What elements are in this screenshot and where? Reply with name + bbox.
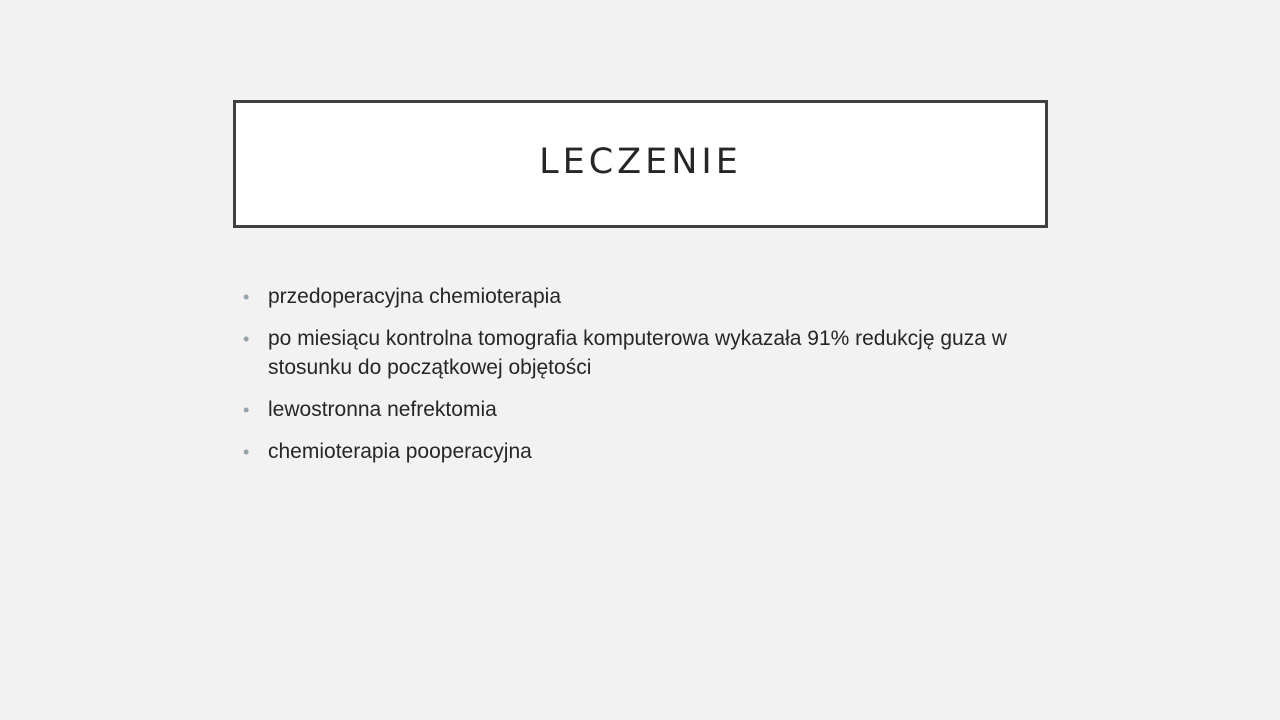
bullet-text: chemioterapia pooperacyjna bbox=[268, 440, 532, 463]
bullet-icon: • bbox=[243, 287, 250, 307]
bullet-text: przedoperacyjna chemioterapia bbox=[268, 285, 562, 308]
bullet-icon: • bbox=[243, 442, 250, 462]
bullet-list bbox=[240, 282, 1030, 479]
bullet-text: lewostronna nefrektomia bbox=[268, 398, 497, 421]
bullet-item bbox=[240, 324, 1030, 382]
title-box bbox=[233, 100, 1048, 228]
bullet-item bbox=[240, 395, 1030, 424]
slide-title: LECZENIE bbox=[539, 142, 742, 182]
bullet-icon: • bbox=[243, 329, 250, 349]
bullet-text: po miesiącu kontrolna tomografia komputerowa wykazała 91% redukcję guza w stosunku do początkowej objętości bbox=[268, 327, 1007, 379]
bullet-icon: • bbox=[243, 400, 250, 420]
bullet-item bbox=[240, 437, 1030, 466]
bullet-item bbox=[240, 282, 1030, 311]
